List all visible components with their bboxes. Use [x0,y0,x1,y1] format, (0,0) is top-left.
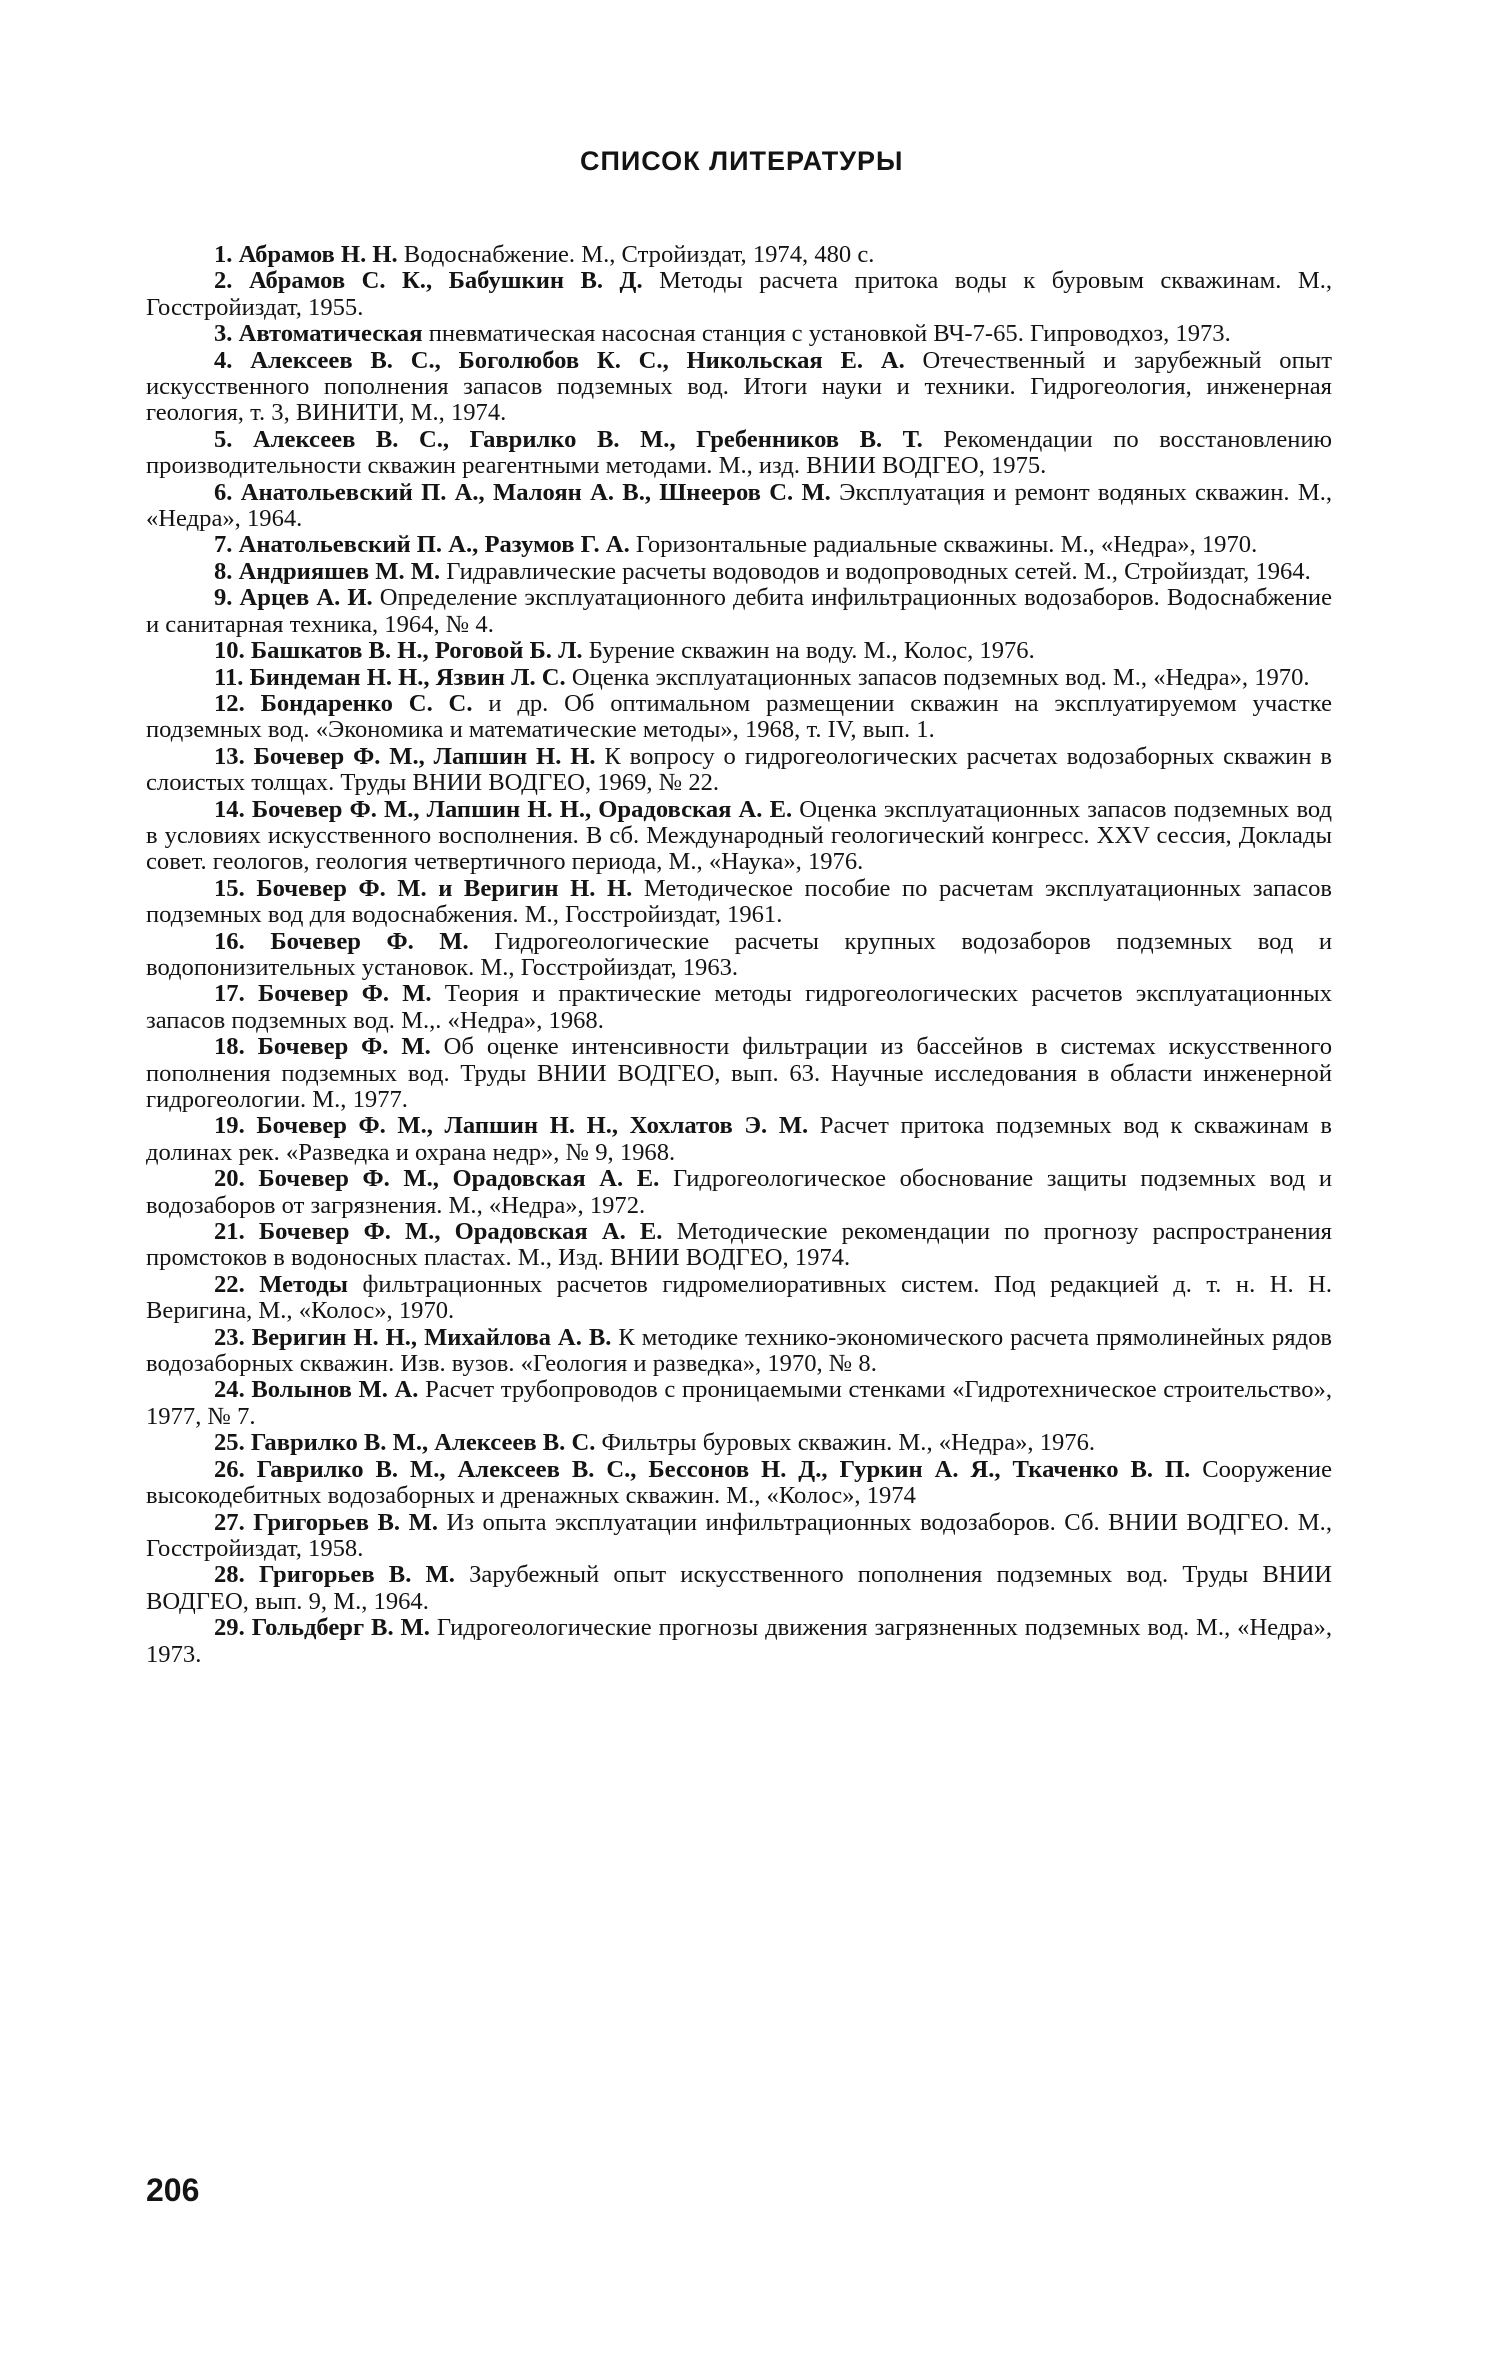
reference-text: Расчет притока подземных вод к скважинам в долинах рек. «Разведка и охрана недр», № 9, 1968. [146,1112,1333,1166]
reference-text: Бурение скважин на воду. М., Колос, 1976. [588,637,1035,665]
reference-authors: Алексеев В. С., Гаврилко В. М., Гребенников В. Т. [253,425,923,453]
reference-item [146,1430,1332,1456]
reference-number: 2. [214,267,233,295]
reference-text: и др. Об оптимальном размещении скважин на эксплуатируемом участке подземных вод. «Экономика и математические методы», 1968, т. IV, вып. 1. [146,689,1332,744]
reference-number: 1. [214,241,233,268]
reference-text: фильтрационных расчетов гидромелиоративных систем. Под редакцией д. т. н. Н. Н. Веригина, М., «Колос», 1970. [146,1270,1332,1325]
reference-authors: Бочевер Ф. М. [257,980,432,1008]
reference-text: Горизонтальные радиальные скважины. М., «Недра», 1970. [635,531,1258,559]
reference-text: К методике технико-экономического расчета прямолинейных рядов водозаборных скважин. Изв. вузов. «Геология и разведка», 1970, № 8. [146,1323,1332,1378]
reference-text: Сооружение высокодебитных водозаборных и дренажных скважин. М., «Колос», 1974 [146,1455,1332,1510]
reference-item [146,585,1332,638]
reference-number: 19. [214,1112,245,1140]
reference-authors: Автоматическая [238,320,423,348]
reference-number: 28. [214,1561,245,1589]
reference-item [146,321,1332,347]
reference-number: 6. [214,478,233,506]
reference-authors: Бочевер Ф. М., Лапшин Н. Н., Орадовская А. Е. [251,795,793,823]
reference-number: 29. [214,1614,245,1642]
reference-text: Расчет трубопроводов с проницаемыми стенками «Гидротехническое строительство», 1977, № 7. [146,1376,1332,1430]
reference-authors: Бондаренко С. С. [260,689,473,717]
reference-item [146,1325,1332,1378]
reference-item [146,691,1332,744]
reference-number: 16. [214,927,245,955]
reference-number: 21. [214,1218,245,1246]
reference-item [146,532,1332,558]
reference-item [146,1272,1332,1325]
reference-number: 26. [214,1455,245,1483]
reference-item [146,981,1332,1034]
reference-authors: Бочевер Ф. М., Лапшин Н. Н., Хохлатов Э. М. [256,1112,809,1140]
reference-authors: Бочевер Ф. М. [270,927,469,955]
reference-number: 9. [214,584,233,612]
reference-number: 27. [214,1508,245,1536]
reference-text: Эксплуатация и ремонт водяных скважин. М., «Недра», 1964. [146,478,1333,533]
reference-number: 24. [214,1376,245,1404]
reference-authors: Башкатов В. Н., Роговой Б. Л. [250,637,583,665]
reference-item [146,929,1332,982]
reference-number: 23. [214,1323,245,1351]
reference-number: 10. [214,637,245,665]
reference-authors: Анатольевский П. А., Малоян А. В., Шнееров С. М. [240,478,831,506]
reference-text: пневматическая насосная станция с установкой ВЧ-7-65. Гипроводхоз, 1973. [428,320,1231,348]
reference-text: Водоснабжение. М., Стройиздат, 1974, 480 с. [403,241,875,268]
reference-authors: Бочевер Ф. М., Орадовская А. Е. [258,1218,663,1246]
reference-item [146,1219,1332,1272]
reference-item [146,427,1332,480]
reference-item [146,268,1332,321]
reference-authors: Волынов М. А. [251,1376,419,1404]
reference-authors: Гаврилко В. М., Алексеев В. С., Бессонов Н. Д., Гуркин А. Я., Ткаченко В. П. [256,1455,1191,1483]
page-number: 206 [146,2172,200,2208]
reference-authors: Григорьев В. М. [253,1508,438,1536]
reference-item [146,744,1332,797]
reference-text: Гидрогеологические расчеты крупных водозаборов подземных вод и водопонизительных установок. М., Госстройиздат, 1963. [146,927,1333,981]
reference-number: 12. [214,689,245,717]
reference-item [146,1034,1332,1113]
reference-text: Гидрогеологическое обоснование защиты подземных вод и водозаборов от загрязнения. М., «Недра», 1972. [146,1165,1332,1219]
reference-text: Гидрогеологические прогнозы движения загрязненных подземных вод. М., «Недра», 1973. [146,1614,1332,1668]
reference-text: Оценка эксплуатационных запасов подземных вод. М., «Недра», 1970. [571,663,1310,691]
reference-authors: Анатольевский П. А., Разумов Г. А. [238,531,630,559]
reference-authors: Андрияшев М. М. [238,557,441,585]
reference-authors: Гольдберг В. М. [251,1614,430,1642]
reference-number: 25. [214,1429,245,1457]
reference-text: Методы расчета притока воды к буровым скважинам. М., Госстройиздат, 1955. [146,267,1332,321]
reference-authors: Бочевер Ф. М., Лапшин Н. Н. [253,742,596,770]
reference-authors: Алексеев В. С., Боголюбов К. С., Никольская Е. А. [250,346,905,374]
reference-item [146,559,1332,585]
reference-text: Рекомендации по восстановлению производительности скважин реагентными методами. М., изд. ВНИИ ВОДГЕО, 1975. [146,425,1332,480]
reference-authors: Методы [259,1270,349,1298]
reference-item [146,1562,1332,1615]
reference-item [146,348,1332,427]
reference-text: Зарубежный опыт искусственного пополнения подземных вод. Труды ВНИИ ВОДГЕО, вып. 9, М., 1964. [146,1561,1333,1615]
reference-item [146,876,1332,929]
reference-item [146,1166,1332,1219]
reference-text: Об оценке интенсивности фильтрации из бассейнов в системах искусственного пополнения подземных вод. Труды ВНИИ ВОДГЕО, вып. 63. Научные исследования в области инженерной гидрогеологии. М., 1977. [146,1033,1332,1113]
reference-item [146,1113,1332,1166]
reference-number: 4. [214,346,233,374]
reference-authors: Бочевер Ф. М., Орадовская А. Е. [258,1165,660,1193]
reference-list [146,242,1332,1668]
reference-item [146,1457,1332,1510]
reference-number: 11. [214,663,244,691]
reference-number: 7. [214,531,233,559]
reference-text: Оценка эксплуатационных запасов подземных вод в условиях искусственного восполнения. В сб. Международный геологический конгресс. XXV сессия, Доклады совет. геологов, геология четвертичного периода, М., «Наука», 1976. [146,795,1332,876]
reference-item [146,797,1332,876]
reference-text: Гидравлические расчеты водоводов и водопроводных сетей. М., Стройиздат, 1964. [446,557,1311,585]
reference-text: Фильтры буровых скважин. М., «Недра», 1976. [601,1429,1096,1457]
reference-text: К вопросу о гидрогеологических расчетах водозаборных скважин в слоистых толщах. Труды ВНИИ ВОДГЕО, 1969, № 22. [146,742,1332,797]
reference-number: 14. [214,795,245,823]
reference-item [146,1377,1332,1430]
reference-text: Методическое пособие по расчетам эксплуатационных запасов подземных вод для водоснабжения. М., Госстройиздат, 1961. [146,874,1332,929]
reference-text: Теория и практические методы гидрогеологических расчетов эксплуатационных запасов подземных вод. М.,. «Недра», 1968. [146,980,1332,1034]
reference-item [146,480,1332,533]
reference-text: Методические рекомендации по прогнозу распространения промстоков в водоносных пластах. М., Изд. ВНИИ ВОДГЕО, 1974. [146,1218,1332,1272]
reference-authors: Григорьев В. М. [258,1561,455,1589]
reference-authors: Арцев А. И. [239,584,373,612]
reference-item [146,638,1332,664]
reference-number: 22. [214,1270,245,1298]
reference-text: Отечественный и зарубежный опыт искусственного пополнения запасов подземных вод. Итоги науки и техники. Гидрогеология, инженерная геология, т. 3, ВИНИТИ, М., 1974. [146,346,1333,427]
reference-number: 3. [214,320,233,348]
reference-item [146,665,1332,691]
reference-number: 5. [214,425,233,453]
reference-item [146,242,1332,268]
reference-authors: Бочевер Ф. М. и Веригин Н. Н. [256,874,633,902]
reference-number: 18. [214,1033,245,1061]
reference-authors: Абрамов С. К., Бабушкин В. Д. [248,267,643,295]
reference-number: 13. [214,742,245,770]
reference-item [146,1510,1332,1563]
reference-authors: Биндеман Н. Н., Язвин Л. С. [249,663,566,691]
reference-number: 20. [214,1165,245,1193]
page-heading: СПИСОК ЛИТЕРАТУРЫ [580,146,904,176]
reference-text: Определение эксплуатационного дебита инфильтрационных водозаборов. Водоснабжение и санитарная техника, 1964, № 4. [146,584,1332,638]
reference-number: 17. [214,980,245,1008]
reference-text: Из опыта эксплуатации инфильтрационных водозаборов. Сб. ВНИИ ВОДГЕО. М., Госстройиздат, 1958. [146,1508,1332,1562]
reference-number: 15. [214,874,245,902]
reference-authors: Абрамов Н. Н. [238,241,398,268]
reference-authors: Гаврилко В. М., Алексеев В. С. [250,1429,596,1457]
reference-authors: Бочевер Ф. М. [257,1033,431,1061]
reference-item [146,1615,1332,1668]
reference-authors: Веригин Н. Н., Михайлова А. В. [251,1323,612,1351]
reference-number: 8. [214,557,233,585]
